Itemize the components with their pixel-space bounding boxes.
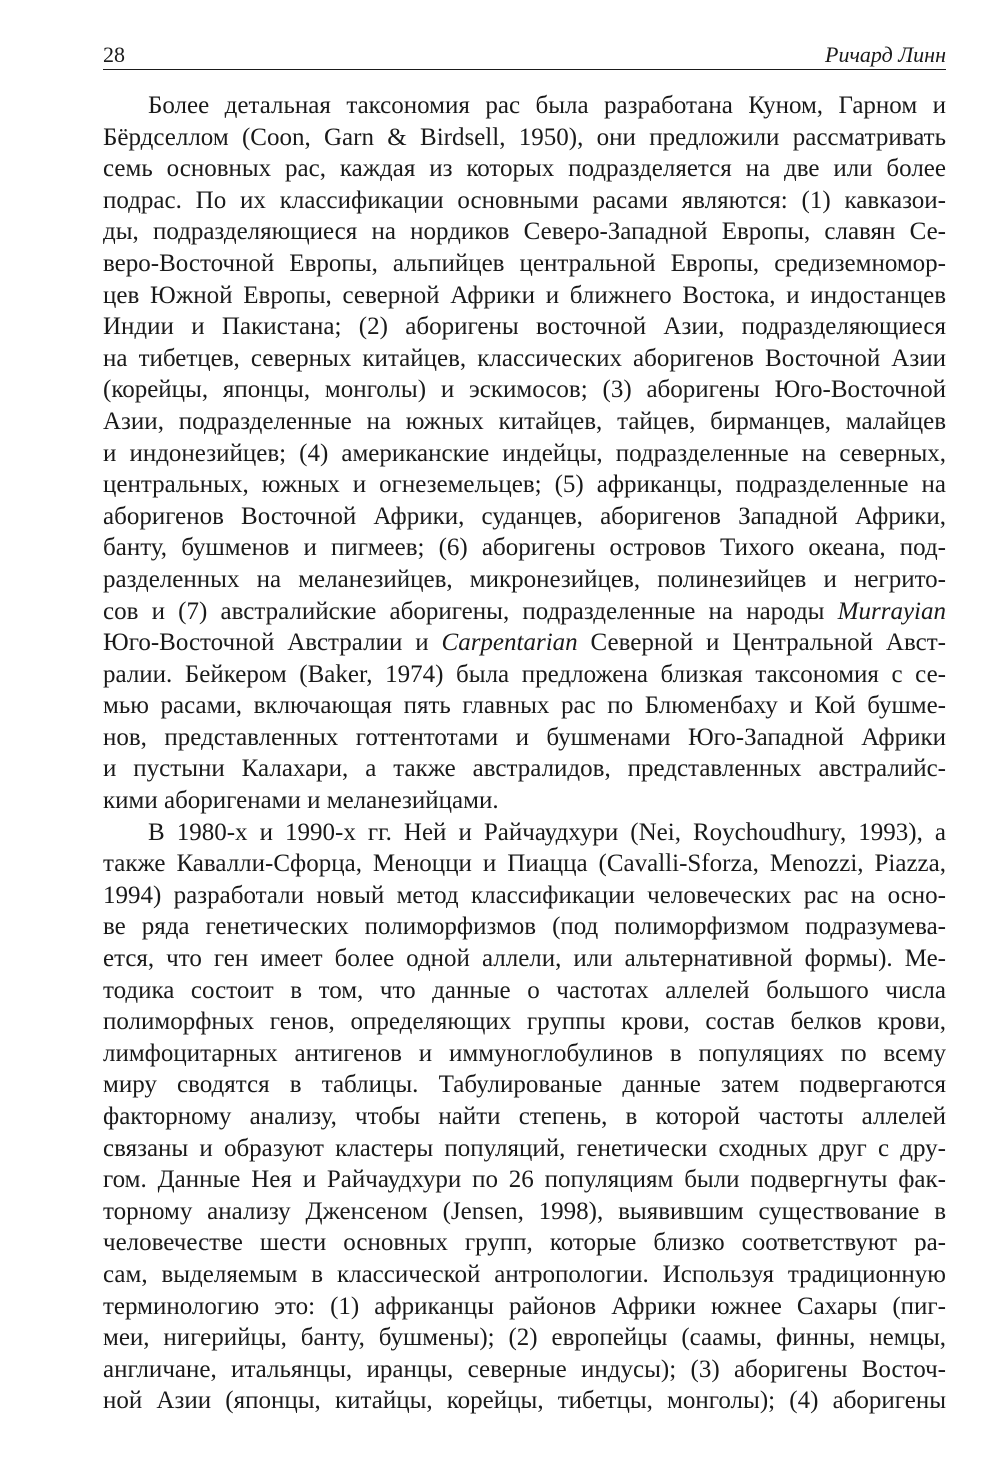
text-line: Юго-Восточной Австралии и Carpentarian Северной и Центральной Авст- bbox=[103, 629, 946, 657]
text-line: и пустыни Калахари, а также австралидов, представленных австралийс- bbox=[103, 755, 946, 783]
text-line: связаны и образуют кластеры популяций, генетически сходных друг с дру- bbox=[103, 1134, 946, 1162]
paragraph-2 bbox=[103, 817, 946, 1417]
body-text bbox=[103, 90, 946, 1417]
text-line: веро-Восточной Европы, альпийцев центральной Европы, средиземномор- bbox=[103, 249, 946, 277]
text-line: также Кавалли-Сфорца, Меноцци и Пиацца (Cavalli-Sforza, Menozzi, Piazza, bbox=[103, 850, 946, 878]
text-line: разделенных на меланезийцев, микронезийцев, полинезийцев и негрито- bbox=[103, 565, 946, 593]
text-line: тодика состоит в том, что данные о частотах аллелей большого числа bbox=[103, 976, 946, 1004]
paragraph-1 bbox=[103, 90, 946, 817]
text-line: терминологию это: (1) африканцы районов Африки южнее Сахары (пиг- bbox=[103, 1292, 946, 1320]
text-line: миру сводятся в таблицы. Табулированые данные затем подвергаются bbox=[103, 1071, 946, 1099]
header-rule bbox=[103, 69, 946, 70]
text-line: семь основных рас, каждая из которых подразделяется на две или более bbox=[103, 155, 946, 183]
italic-term: Carpentarian bbox=[441, 629, 578, 657]
text-line: Бёрдселлом (Coon, Garn & Birdsell, 1950), они предложили рассматривать bbox=[103, 123, 946, 151]
italic-term: Murrayian bbox=[837, 597, 946, 625]
text-line: аборигенов Восточной Африки, суданцев, аборигенов Западной Африки, bbox=[103, 502, 946, 530]
text-line: сам, выделяемым в классической антропологии. Используя традиционную bbox=[103, 1260, 946, 1288]
text-line: кими аборигенами и меланезийцами. bbox=[103, 787, 499, 815]
text-line: англичане, итальянцы, иранцы, северные индусы); (3) аборигены Восточ- bbox=[103, 1355, 946, 1383]
text-line: Более детальная таксономия рас была разработана Куном, Гарном и bbox=[148, 92, 946, 119]
text-line: на тибетцев, северных китайцев, классических аборигенов Восточной Азии bbox=[103, 344, 946, 372]
running-title: Ричард Линн bbox=[825, 42, 946, 67]
text-line: ве ряда генетических полиморфизмов (под полиморфизмом подразумева- bbox=[103, 913, 946, 941]
text-line: банту, бушменов и пигмеев; (6) аборигены островов Тихого океана, под- bbox=[103, 534, 946, 562]
text-line: ды, подразделяющиеся на нордиков Северо-Западной Европы, славян Се- bbox=[103, 218, 946, 246]
text-line: В 1980-х и 1990-х гг. Ней и Райчаудхури (Nei, Roychoudhury, 1993), а bbox=[148, 818, 946, 846]
text-line: нов, представленных готтентотами и бушменами Юго-Западной Африки bbox=[103, 723, 946, 751]
text-line: мью расами, включающая пять главных рас по Блюменбаху и Кой бушме- bbox=[103, 692, 946, 720]
text-line: лимфоцитарных антигенов и иммуноглобулинов в популяциях по всему bbox=[103, 1039, 946, 1067]
text-line: полиморфных генов, определяющих группы крови, состав белков крови, bbox=[103, 1008, 946, 1036]
text-line: Индии и Пакистана; (2) аборигены восточной Азии, подразделяющиеся bbox=[103, 313, 946, 341]
text-line: меи, нигерийцы, банту, бушмены); (2) европейцы (саамы, финны, немцы, bbox=[103, 1324, 946, 1352]
text-line: цев Южной Европы, северной Африки и ближнего Востока, и индостанцев bbox=[103, 281, 946, 309]
text-line: торному анализу Дженсеном (Jensen, 1998), выявившим существование в bbox=[103, 1197, 946, 1225]
text-line: 1994) разработали новый метод классификации человеческих рас на осно- bbox=[103, 881, 946, 909]
text-line: человечестве шести основных групп, которые близко соответствуют ра- bbox=[103, 1229, 946, 1257]
page-number: 28 bbox=[103, 42, 125, 67]
page-header bbox=[103, 40, 946, 70]
text-line: ется, что ген имеет более одной аллели, или альтернативной формы). Ме- bbox=[103, 945, 946, 973]
text-line: ралии. Бейкером (Baker, 1974) была предложена близкая таксономия с се- bbox=[103, 660, 946, 688]
text-line: подрас. По их классификации основными расами являются: (1) кавказои- bbox=[103, 186, 946, 214]
text-line: и индонезийцев; (4) американские индейцы, подразделенные на северных, bbox=[103, 439, 946, 467]
text-line: Азии, подразделенные на южных китайцев, тайцев, бирманцев, малайцев bbox=[103, 407, 946, 435]
text-line: сов и (7) австралийские аборигены, подразделенные на народы Murrayian bbox=[103, 597, 946, 625]
text-line: факторному анализу, чтобы найти степень, в которой частоты аллелей bbox=[103, 1103, 946, 1130]
text-line: центральных, южных и огнеземельцев; (5) африканцы, подразделенные на bbox=[103, 471, 946, 499]
text-line: (корейцы, японцы, монголы) и эскимосов; (3) аборигены Юго-Восточной bbox=[103, 376, 946, 404]
text-line: ной Азии (японцы, китайцы, корейцы, тибетцы, монголы); (4) аборигены bbox=[103, 1387, 946, 1415]
text-line: гом. Данные Нея и Райчаудхури по 26 популяциям были подвергнуты фак- bbox=[103, 1166, 946, 1194]
